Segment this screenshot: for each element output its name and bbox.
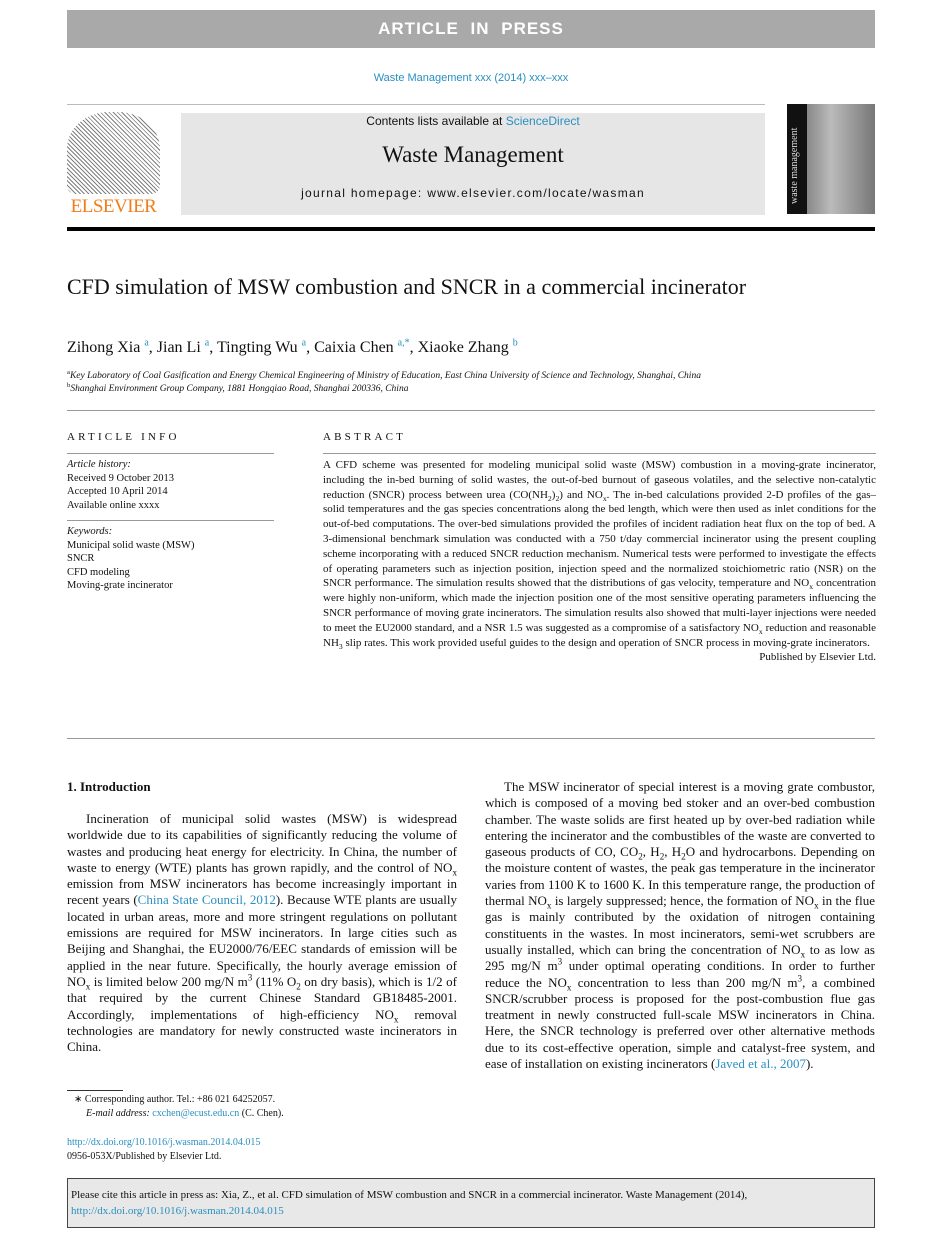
citation-text: Please cite this article in press as: Xia, Z., et al. CFD simulation of MSW combustion and SNCR in a commercial incinerator. Waste Management (2014), xyxy=(71,1189,748,1201)
article-info-heading: ARTICLE INFO xyxy=(67,431,180,443)
superscript: 3 xyxy=(797,973,803,984)
citation-box xyxy=(67,1178,875,1228)
elsevier-logo xyxy=(67,112,160,216)
citation-doi-link[interactable]: http://dx.doi.org/10.1016/j.wasman.2014.04.015 xyxy=(71,1205,284,1217)
keyword: SNCR xyxy=(67,553,95,564)
journal-citation-link[interactable]: Waste Management xxx (2014) xxx–xxx xyxy=(373,72,569,84)
journal-homepage[interactable]: journal homepage: www.elsevier.com/locate/wasman xyxy=(301,186,645,200)
subscript: x xyxy=(452,867,457,878)
author-name[interactable]: Jian Li xyxy=(156,339,205,356)
contents-prefix: Contents lists available at xyxy=(366,114,506,128)
author-name[interactable]: Zihong Xia xyxy=(67,339,145,356)
corresponding-author-note: ∗ Corresponding author. Tel.: +86 021 64252057. xyxy=(74,1094,276,1105)
subscript: 2 xyxy=(555,493,560,503)
divider xyxy=(67,738,875,739)
section-heading-introduction: 1. Introduction xyxy=(67,779,151,794)
author-affiliation-mark[interactable]: a,* xyxy=(397,337,410,349)
journal-cover-image xyxy=(787,104,875,214)
affiliation-text: Shanghai Environment Group Company, 1881 Hongqiao Road, Shanghai 200336, China xyxy=(70,384,409,394)
author-affiliation-mark[interactable]: b xyxy=(512,337,518,349)
history-item: Available online xxxx xyxy=(67,499,160,511)
published-by: Published by Elsevier Ltd. xyxy=(759,651,876,664)
subscript: 2 xyxy=(296,981,301,992)
footnote-rule xyxy=(67,1090,123,1091)
intro-paragraph-1: Incineration of municipal solid wastes (MSW) is widespread worldwide due to its capabilities of significantly reducing the volume of wastes and producing heat energy for electricity. In China, the number of waste to energy (WTE) plants has grown rapidly, and the control of $NO_x$ emission from MSW incinerators has become increasingly important in recent years (China State Council, 2012). Because WTE plants are usually located in urban areas, more and more stringent regulations on pollutant emissions are required for MSW incinerators. In large cities such as Beijing and Shanghai, the EU2000/76/EEC standards of emission will be applied in the near future. Specifically, the hourly average emission of $NO_x$ is limited below 200 mg/N $m^3$ (11% $O_2$ on dry basis), which is 1/2 of that required by the current Chinese Standard GB18485-2001. Accordingly, implementations of high-efficiency $NO_x$ removal technologies are mandatory for newly constructed waste incinerators in China. xyxy=(67,811,458,1055)
article-title: CFD simulation of MSW combustion and SNCR in a commercial incinerator xyxy=(67,274,747,299)
body-left-column xyxy=(67,779,457,1055)
email-label: E-mail address: xyxy=(86,1108,153,1119)
divider xyxy=(67,410,875,411)
intro-paragraph-2: The MSW incinerator of special interest is a moving grate combustor, which is composed of a moving bed stoker and an over-bed combustion chamber. The waste solids are first heated up by over-bed radiation while entering the incinerator and the combustibles of the waste are converted to gaseous products of CO, $CO_2$, $H_2$, $H_2O$ and hydrocarbons. Depending on the moisture content of wastes, the peak gas temperature in the incinerator varies from 1100 K to 1600 K. In this temperature range, the production of thermal $NO_x$ is largely suppressed; hence, the formation of $NO_x$ in the flue gas is mainly contributed by the oxidation of nitrogen containing constituents in the wastes. In most incinerators, semi-wet scrubbers are usually installed, which can bring the concentration of $NO_x$ to as low as 295 mg/N $m^3$ under optimal operating conditions. In order to further reduce the $NO_x$ concentration to less than 200 mg/N $m^3$, a combined SNCR/scrubber process is proposed for the post-combustion flue gas treatment in newly constructed full-scale MSW incinerators in China. Here, the SNCR technology is preferred over other alternative methods due to its cost-effective operation, simple and catalyst-free system, and ease of installation on existing incinerators (Javed et al., 2007). xyxy=(485,779,875,1072)
email-suffix: (C. Chen). xyxy=(239,1108,284,1119)
body-right-column xyxy=(485,779,875,1072)
subscript: x xyxy=(546,900,552,911)
history-label: Article history: xyxy=(67,459,131,470)
citation-link[interactable]: Javed et al., 2007 xyxy=(715,1056,806,1072)
affiliation-a xyxy=(67,368,701,381)
email-note xyxy=(86,1108,284,1119)
affiliation-b xyxy=(67,381,409,394)
subscript: x xyxy=(393,1014,399,1025)
abstract-text: A CFD scheme was presented for modeling municipal solid waste (MSW) combustion in a moving-grate incinerator, including the in-bed burning of solid wastes, the out-of-bed burnout of gaseous volatiles, and the selective non-catalytic reduction (SNCR) process between urea $(CO(NH_2)_2)$ and $NO_x$. The in-bed calculations provided 2-D profiles of the gas–solid temperatures and the gas species concentrations along the bed length, which were then used as inlet conditions for the out-of-bed computations. The over-bed simulations provided the profiles of incident radiation heat flux on the top of bed. A 3-dimensional benchmark simulation was conducted with a 750 t/day commercial incinerator using the present coupling scheme incorporating with a reduced SNCR reduction mechanism. Numerical tests were performed to investigate the effects of operating parameters such as injection position, injection speed and the normalized stoichiometric ratio (NSR) on the SNCR performance. The simulation results showed that the distributions of gas velocity, temperature and $NO_x$ concentration were highly non-uniform, which made the injection position one of the most sensitive operating parameters influencing the SNCR performance of moving grate incinerators. The simulation results also showed that multi-layer injections were needed to meet the EU2000 standard, and a NSR 1.5 was suggested as a compromise of a satisfactory $NO_x$ reduction and reasonable $NH_3$ slip rates. This work provided useful guides to the design and operation of SNCR process in moving-grate incinerators. xyxy=(323,459,877,651)
affiliation-text: Key Laboratory of Coal Gasification and Energy Chemical Engineering of Ministry of Education, East China University of Science and Technology, Shanghai, China xyxy=(69,371,701,381)
subscript: x xyxy=(809,582,814,592)
author-affiliation-mark[interactable]: a xyxy=(204,337,210,349)
keyword: CFD modeling xyxy=(67,566,130,578)
subscript: 2 xyxy=(638,851,643,862)
journal-header-box xyxy=(181,113,765,215)
divider xyxy=(67,104,765,105)
author-name[interactable]: Caixia Chen xyxy=(314,339,398,356)
affiliation-mark: a xyxy=(67,368,70,376)
subscript: x xyxy=(602,493,607,503)
keyword: Moving-grate incinerator xyxy=(67,580,173,591)
author-affiliation-mark[interactable]: a xyxy=(144,337,149,349)
author-list: Zihong Xia $^a$, Jian Li $^a$, Tingting Wu $^a$, Caixia Chen $^{a,*}$, Xiaoke Zhang $^b$ xyxy=(67,337,518,356)
subscript: x xyxy=(800,949,806,960)
superscript: 3 xyxy=(557,956,563,967)
author-name[interactable]: Xiaoke Zhang xyxy=(417,339,513,356)
sciencedirect-link[interactable]: ScienceDirect xyxy=(505,114,580,128)
contents-line xyxy=(181,114,765,128)
subscript: 2 xyxy=(659,851,665,862)
cover-title: waste management xyxy=(789,127,800,204)
superscript: 3 xyxy=(247,972,253,983)
subscript: x xyxy=(758,626,763,636)
history-item: Accepted 10 April 2014 xyxy=(67,486,168,497)
journal-name: Waste Management xyxy=(382,142,564,167)
subscript: x xyxy=(566,982,572,993)
citation-link[interactable]: China State Council, 2012 xyxy=(137,892,276,908)
keyword: Municipal solid waste (MSW) xyxy=(67,539,195,551)
subscript: 2 xyxy=(681,851,686,862)
author-affiliation-mark[interactable]: a xyxy=(301,337,307,349)
subscript: x xyxy=(85,981,91,992)
elsevier-tree-icon xyxy=(67,112,160,194)
abstract-heading: ABSTRACT xyxy=(323,431,407,443)
doi-link[interactable] xyxy=(67,1137,260,1148)
subscript: x xyxy=(814,900,819,911)
keywords-label: Keywords: xyxy=(67,526,113,537)
abstract xyxy=(323,431,876,663)
author-name[interactable]: Tingting Wu xyxy=(216,339,302,356)
article-info xyxy=(67,431,274,593)
subscript: 3 xyxy=(338,641,343,651)
history-item: Received 9 October 2013 xyxy=(67,472,175,484)
thick-divider xyxy=(67,227,875,231)
email-link[interactable]: cxchen@ecust.edu.cn xyxy=(152,1108,240,1119)
elsevier-wordmark: ELSEVIER xyxy=(70,196,157,217)
doi-link-text[interactable]: http://dx.doi.org/10.1016/j.wasman.2014.04.015 xyxy=(67,1137,261,1148)
subscript: 2 xyxy=(547,493,552,503)
article-in-press-banner: ARTICLE IN PRESS xyxy=(67,10,875,48)
issn-line: 0956-053X/Published by Elsevier Ltd. xyxy=(67,1151,222,1162)
affiliation-mark: b xyxy=(67,381,71,389)
